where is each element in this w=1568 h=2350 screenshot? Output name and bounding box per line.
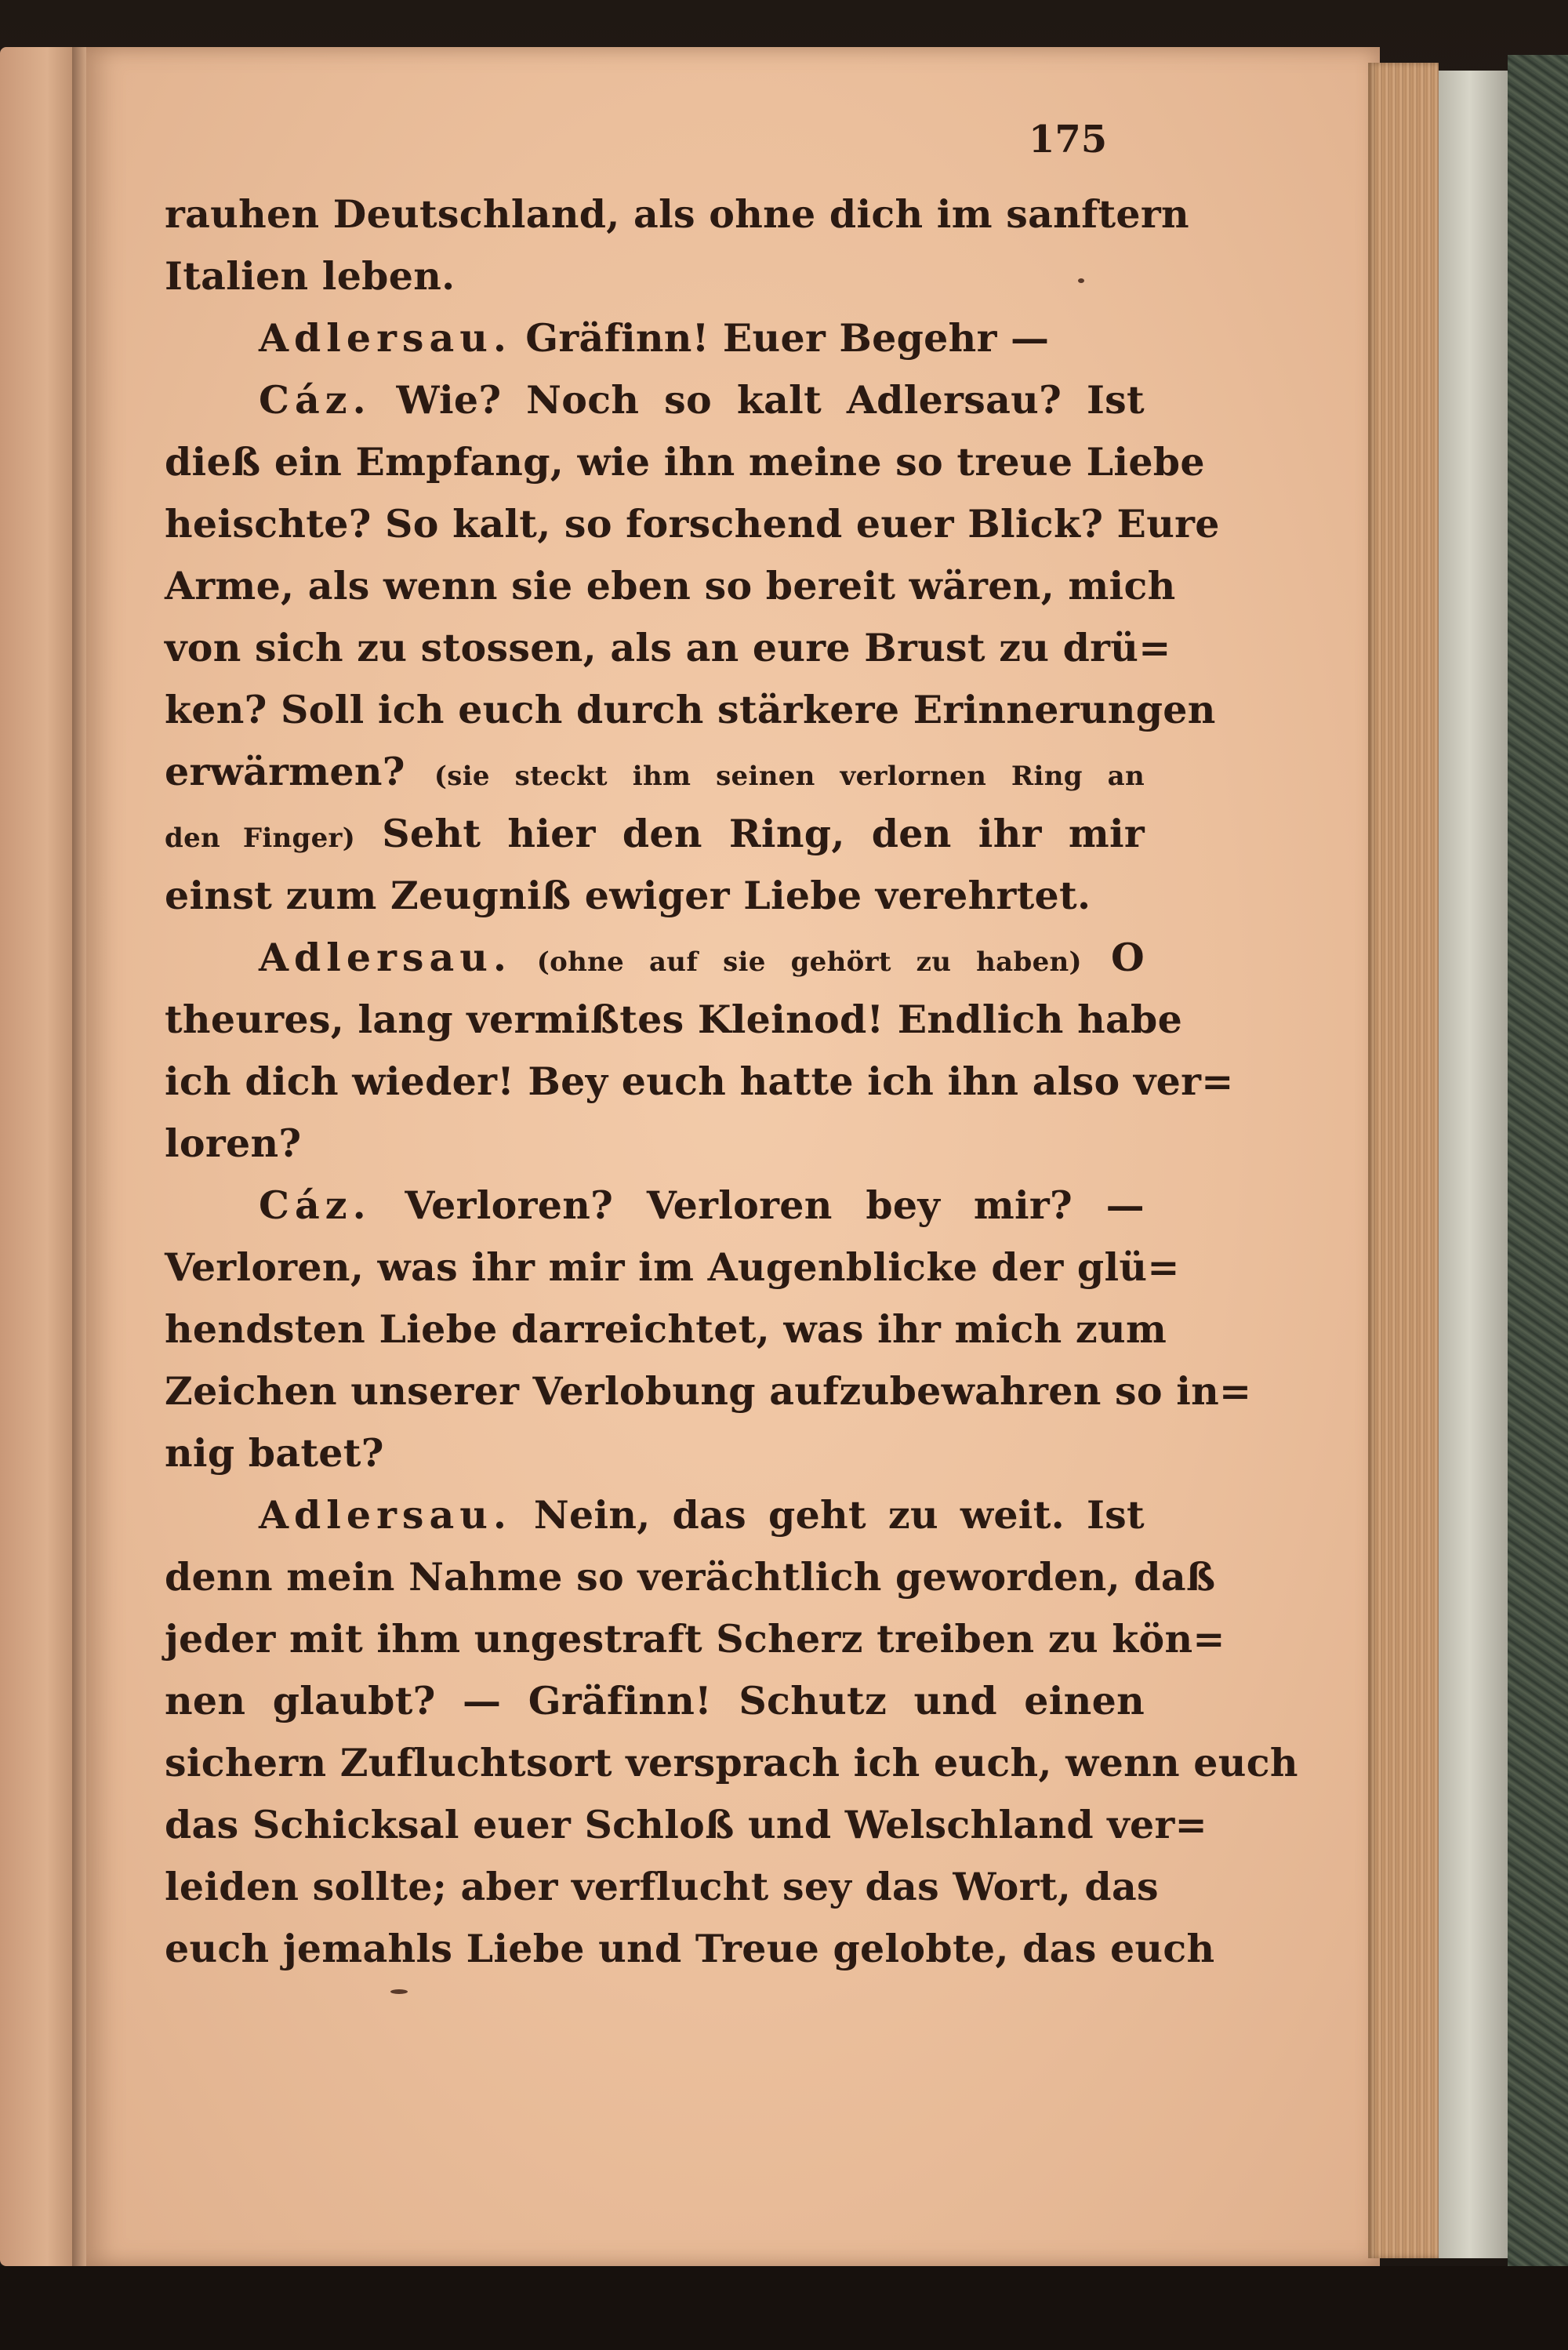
dialogue-text: Gräfinn! Euer Begehr — bbox=[511, 315, 1050, 361]
page-number: 175 bbox=[1029, 118, 1108, 162]
text-line: leiden sollte; aber verflucht sey das Wort, das bbox=[165, 1864, 1159, 1909]
text-line bbox=[165, 803, 1145, 865]
text-line: das Schicksal euer Schloß und Welschland ver= bbox=[165, 1802, 1207, 1847]
dialogue-text: Wie? Noch so kalt Adlersau? Ist bbox=[371, 377, 1145, 423]
text-line: rauhen Deutschland, als ohne dich im sanftern bbox=[165, 191, 1189, 237]
text-line: ken? Soll ich euch durch stärkere Erinnerungen bbox=[165, 687, 1216, 732]
text-line: Zeichen unserer Verlobung aufzubewahren so in= bbox=[165, 1368, 1252, 1414]
text-line bbox=[165, 307, 1145, 369]
dark-background-strip bbox=[0, 2266, 1568, 2350]
speaker-name: Cáz. bbox=[259, 1182, 372, 1228]
endpaper-board bbox=[1439, 71, 1508, 2258]
text-line: theures, lang vermißtes Kleinod! Endlich habe bbox=[165, 997, 1183, 1042]
dialogue-text: erwärmen? bbox=[165, 749, 434, 794]
text-line: einst zum Zeugniß ewiger Liebe verehrtet. bbox=[165, 873, 1091, 918]
text-line: ich dich wieder! Bey euch hatte ich ihn also ver= bbox=[165, 1059, 1234, 1104]
text-line: sichern Zufluchtsort versprach ich euch, wenn euch bbox=[165, 1740, 1298, 1785]
paper-speck bbox=[390, 1989, 408, 1994]
stage-direction: den Finger) bbox=[165, 823, 356, 854]
text-line: dieß ein Empfang, wie ihn meine so treue Liebe bbox=[165, 439, 1205, 485]
marbled-cover bbox=[1508, 55, 1568, 2282]
text-line: hendsten Liebe darreichtet, was ihr mich zum bbox=[165, 1306, 1167, 1352]
text-line: Arme, als wenn sie eben so bereit wären, mich bbox=[165, 563, 1176, 608]
page-text bbox=[165, 118, 1298, 1980]
stage-direction: (ohne auf sie gehört zu haben) bbox=[511, 946, 1082, 978]
text-line: loren? bbox=[165, 1121, 302, 1166]
speaker-name: Adlersau. bbox=[259, 935, 512, 980]
text-line: von sich zu stossen, als an eure Brust zu drü= bbox=[165, 625, 1171, 670]
previous-page-edge bbox=[0, 47, 78, 2266]
dialogue-text: Nein, das geht zu weit. Ist bbox=[511, 1492, 1145, 1538]
stage-direction: (sie steckt ihm seinen verlornen Ring an bbox=[434, 761, 1145, 792]
text-line bbox=[165, 1175, 1145, 1237]
speaker-name: Cáz. bbox=[259, 377, 372, 423]
text-line: euch jemahls Liebe und Treue gelobte, das euch bbox=[165, 1926, 1215, 1971]
dialogue-text: Verloren? Verloren bey mir? — bbox=[371, 1182, 1145, 1228]
text-line bbox=[165, 1484, 1145, 1546]
text-line bbox=[165, 369, 1145, 431]
text-line: denn mein Nahme so verächtlich geworden, daß bbox=[165, 1554, 1216, 1600]
text-line: Verloren, was ihr mir im Augenblicke der glü= bbox=[165, 1244, 1180, 1290]
dialogue-text: O bbox=[1081, 935, 1145, 980]
text-line bbox=[165, 927, 1145, 989]
speaker-name: Adlersau. bbox=[259, 1492, 512, 1538]
page-edges bbox=[1368, 63, 1439, 2258]
speaker-name: Adlersau. bbox=[259, 315, 512, 361]
text-line: nen glaubt? — Gräfinn! Schutz und einen bbox=[165, 1678, 1145, 1723]
text-line bbox=[165, 741, 1145, 803]
dialogue-text: Seht hier den Ring, den ihr mir bbox=[355, 811, 1145, 856]
text-line: nig batet? bbox=[165, 1430, 384, 1476]
text-line: jeder mit ihm ungestraft Scherz treiben zu kön= bbox=[165, 1616, 1225, 1662]
text-line: heischte? So kalt, so forschend euer Blick? Eure bbox=[165, 501, 1220, 547]
text-line: Italien leben. bbox=[165, 253, 456, 299]
